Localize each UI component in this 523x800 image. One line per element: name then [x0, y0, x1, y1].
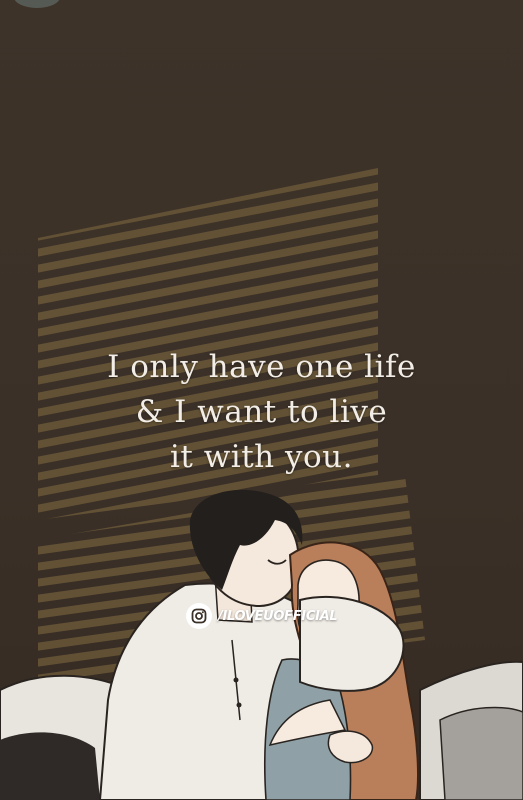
quote-line-2: & I want to live	[135, 394, 388, 430]
quote-text	[0, 345, 523, 480]
instagram-handle: /ILOVEUOFFICIAL	[218, 608, 338, 624]
instagram-icon	[186, 603, 212, 629]
quote-line-1: I only have one life	[107, 349, 416, 385]
instagram-watermark	[186, 603, 337, 629]
pillow-left	[0, 732, 100, 800]
blanket-right	[440, 707, 523, 800]
quote-line-3: it with you.	[170, 439, 353, 475]
